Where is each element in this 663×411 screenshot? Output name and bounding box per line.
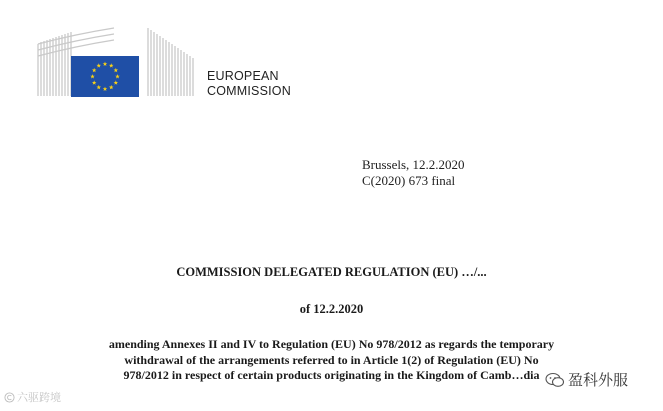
subject-line: withdrawal of the arrangements referred to in Article 1(2) of Regulation (EU) No <box>124 352 539 367</box>
document-reference: C(2020) 673 final <box>362 173 456 188</box>
logo-right-lines <box>148 28 193 96</box>
watermark-left-text: 六驱跨境 <box>17 391 61 404</box>
european-commission-logo <box>36 26 206 102</box>
document-title: COMMISSION DELEGATED REGULATION (EU) …/... <box>176 265 487 279</box>
wechat-icon <box>545 372 565 388</box>
watermark-right <box>542 368 631 391</box>
copyright-icon <box>4 392 15 403</box>
subject-line: amending Annexes II and IV to Regulation (EU) No 978/2012 as regards the temporary <box>108 337 555 351</box>
org-name-line-1: EUROPEAN <box>207 69 279 83</box>
document-meta <box>362 157 465 189</box>
org-name-line-2: COMMISSION <box>207 84 291 98</box>
subject-line: 978/2012 in respect of certain products originating in the Kingdom of Camb…dia <box>123 368 540 382</box>
place-date: Brussels, 12.2.2020 <box>362 157 465 172</box>
document-date-line: of 12.2.2020 <box>299 302 364 316</box>
organization-name <box>207 69 291 99</box>
watermark-left <box>4 389 61 405</box>
watermark-right-text: 盈科外服 <box>568 371 629 389</box>
